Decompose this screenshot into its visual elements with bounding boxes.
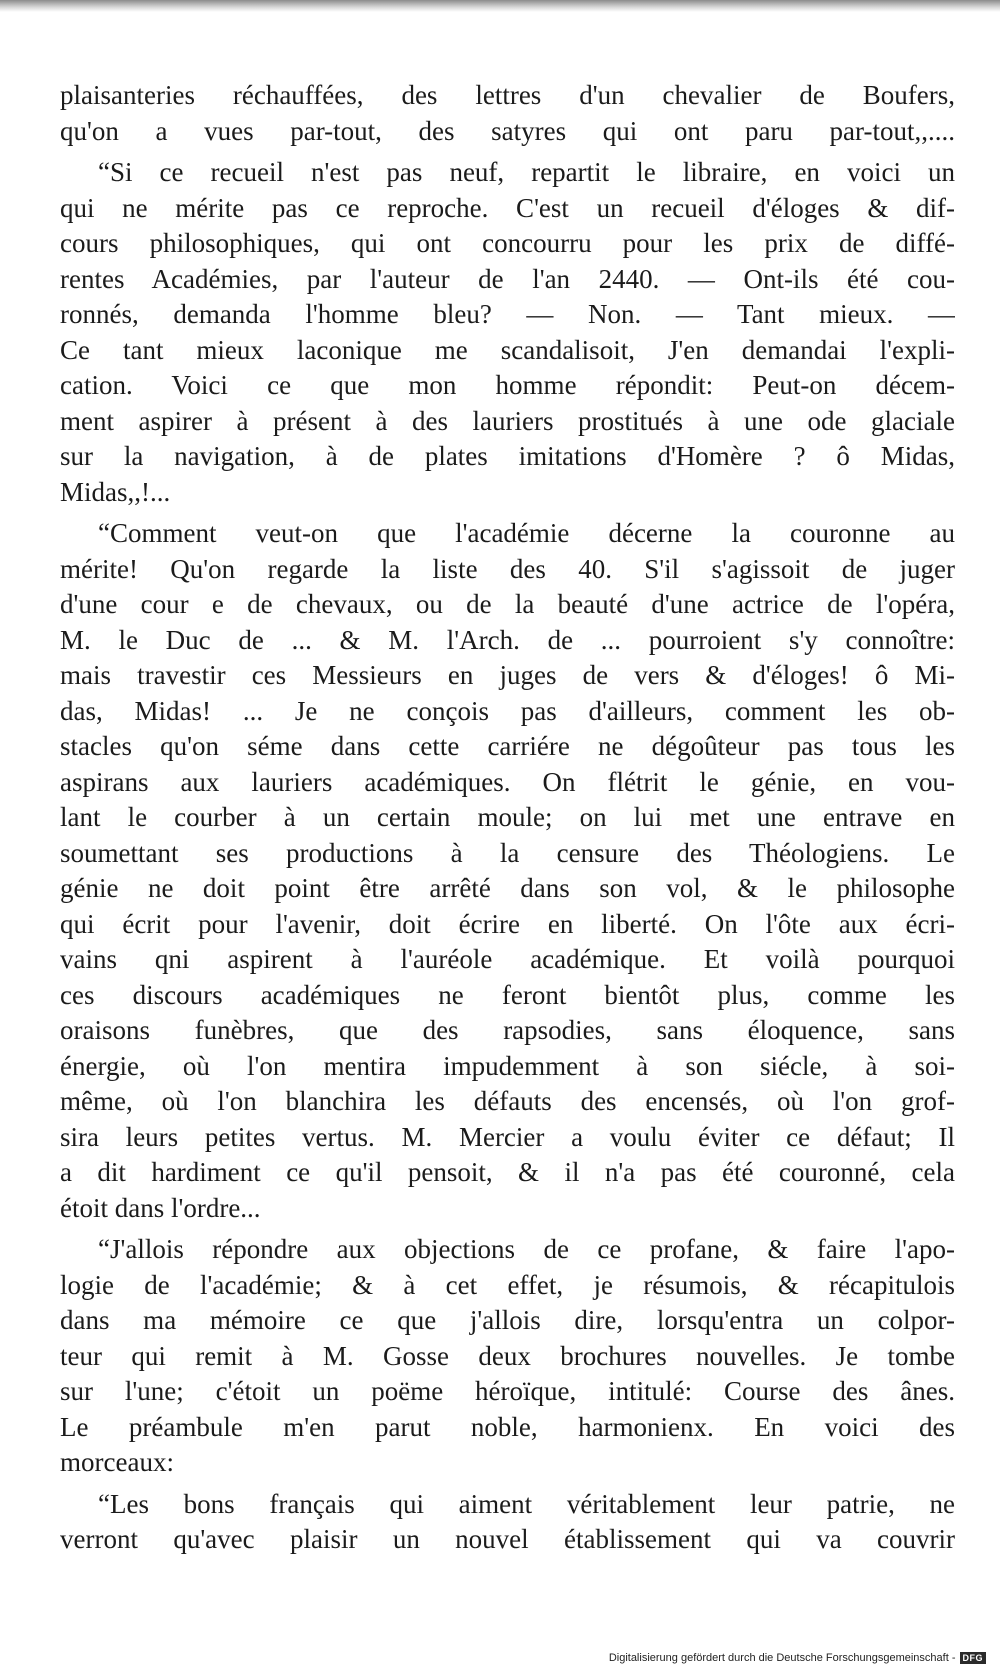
text-line: qui écrit pour l'avenir, doit écrire en liberté. On l'ôte aux écri- <box>60 908 955 939</box>
text-line: cours philosophiques, qui ont concourru pour les prix de diffé- <box>60 228 955 258</box>
page-body <box>60 78 955 1558</box>
text-line: ces discours académiques ne feront bientôt plus, comme les <box>60 979 955 1010</box>
text-line: “J'allois répondre aux objections de ce profane, & faire l'apo- <box>98 1234 955 1264</box>
scan-top-edge <box>0 0 1000 12</box>
text-line: mais travestir ces Messieurs en juges de vers & d'éloges! ô Mi- <box>60 660 955 690</box>
text-line: Ce tant mieux laconique me scandalisoit, J'en demandai l'expli- <box>60 334 955 365</box>
text-line: mérite! Qu'on regarde la liste des 40. S'il s'agissoit de juger <box>60 553 955 584</box>
text-line: lant le courber à un certain moule; on lui met une entrave en <box>60 802 955 832</box>
text-line: qui ne mérite pas ce reproche. C'est un recueil d'éloges & dif- <box>60 192 955 223</box>
text-line: d'une cour e de chevaux, ou de la beauté d'une actrice de l'opéra, <box>60 589 955 619</box>
dfg-logo: DFG <box>960 1652 987 1664</box>
text-line: sur la navigation, à de plates imitations d'Homère ? ô Midas, <box>60 441 955 471</box>
text-line: “Comment veut-on que l'académie décerne la couronne au <box>98 518 955 548</box>
text-line: ronnés, demanda l'homme bleu? — Non. — Tant mieux. — <box>60 299 955 329</box>
text-line: M. le Duc de ... & M. l'Arch. de ... pourroient s'y connoître: <box>60 624 955 655</box>
text-line: stacles qu'on séme dans cette carriére ne dégoûteur pas tous les <box>60 731 955 761</box>
credit-text: Digitalisierung gefördert durch die Deutsche Forschungsgemeinschaft - <box>608 1652 956 1664</box>
text-line: Le préambule m'en parut noble, harmonienx. En voici des <box>60 1411 955 1442</box>
text-line: qu'on a vues par-tout, des satyres qui ont paru par-tout,,.... <box>60 115 955 146</box>
digitization-credit <box>609 1652 986 1664</box>
text-line: même, où l'on blanchira les défauts des encensés, où l'on grof- <box>60 1086 955 1116</box>
text-line: das, Midas! ... Je ne conçois pas d'ailleurs, comment les ob- <box>60 695 955 726</box>
text-line: teur qui remit à M. Gosse deux brochures nouvelles. Je tombe <box>60 1340 955 1371</box>
text-line: a dit hardiment ce qu'il pensoit, & il n'a pas été couronné, cela <box>60 1157 955 1187</box>
text-line: énergie, où l'on mentira impudemment à son siécle, à soi- <box>60 1050 955 1081</box>
text-line: verront qu'avec plaisir un nouvel établissement qui va couvrir <box>60 1524 955 1554</box>
text-line: ment aspirer à présent à des lauriers prostitués à une ode glaciale <box>60 405 955 436</box>
text-line: “Les bons français qui aiment véritablement leur patrie, ne <box>98 1488 955 1519</box>
text-line: sur l'une; c'étoit un poëme héroïque, intitulé: Course des ânes. <box>60 1376 955 1406</box>
text-line: étoit dans l'ordre... <box>60 1192 261 1223</box>
text-line: rentes Académies, par l'auteur de l'an 2440. — Ont-ils été cou- <box>60 263 955 294</box>
text-line: logie de l'académie; & à cet effet, je résumois, & récapitulois <box>60 1269 955 1300</box>
text-line: génie ne doit point être arrêté dans son vol, & le philosophe <box>60 873 955 903</box>
text-line: dans ma mémoire ce que j'allois dire, lorsqu'entra un colpor- <box>60 1305 955 1335</box>
text-line: cation. Voici ce que mon homme répondit: Peut-on décem- <box>60 370 955 400</box>
text-line: “Si ce recueil n'est pas neuf, repartit le libraire, en voici un <box>98 157 955 187</box>
text-line: aspirans aux lauriers académiques. On flétrit le génie, en vou- <box>60 766 955 797</box>
text-line: morceaux: <box>60 1447 174 1477</box>
text-line: oraisons funèbres, que des rapsodies, sans éloquence, sans <box>60 1015 955 1045</box>
text-line: soumettant ses productions à la censure des Théologiens. Le <box>60 837 955 868</box>
text-line: sira leurs petites vertus. M. Mercier a voulu éviter ce défaut; Il <box>60 1121 955 1152</box>
text-line: Midas,,!... <box>60 476 171 507</box>
text-line: plaisanteries réchauffées, des lettres d'un chevalier de Boufers, <box>60 80 955 110</box>
text-line: vains qni aspirent à l'auréole académique. Et voilà pourquoi <box>60 944 955 974</box>
